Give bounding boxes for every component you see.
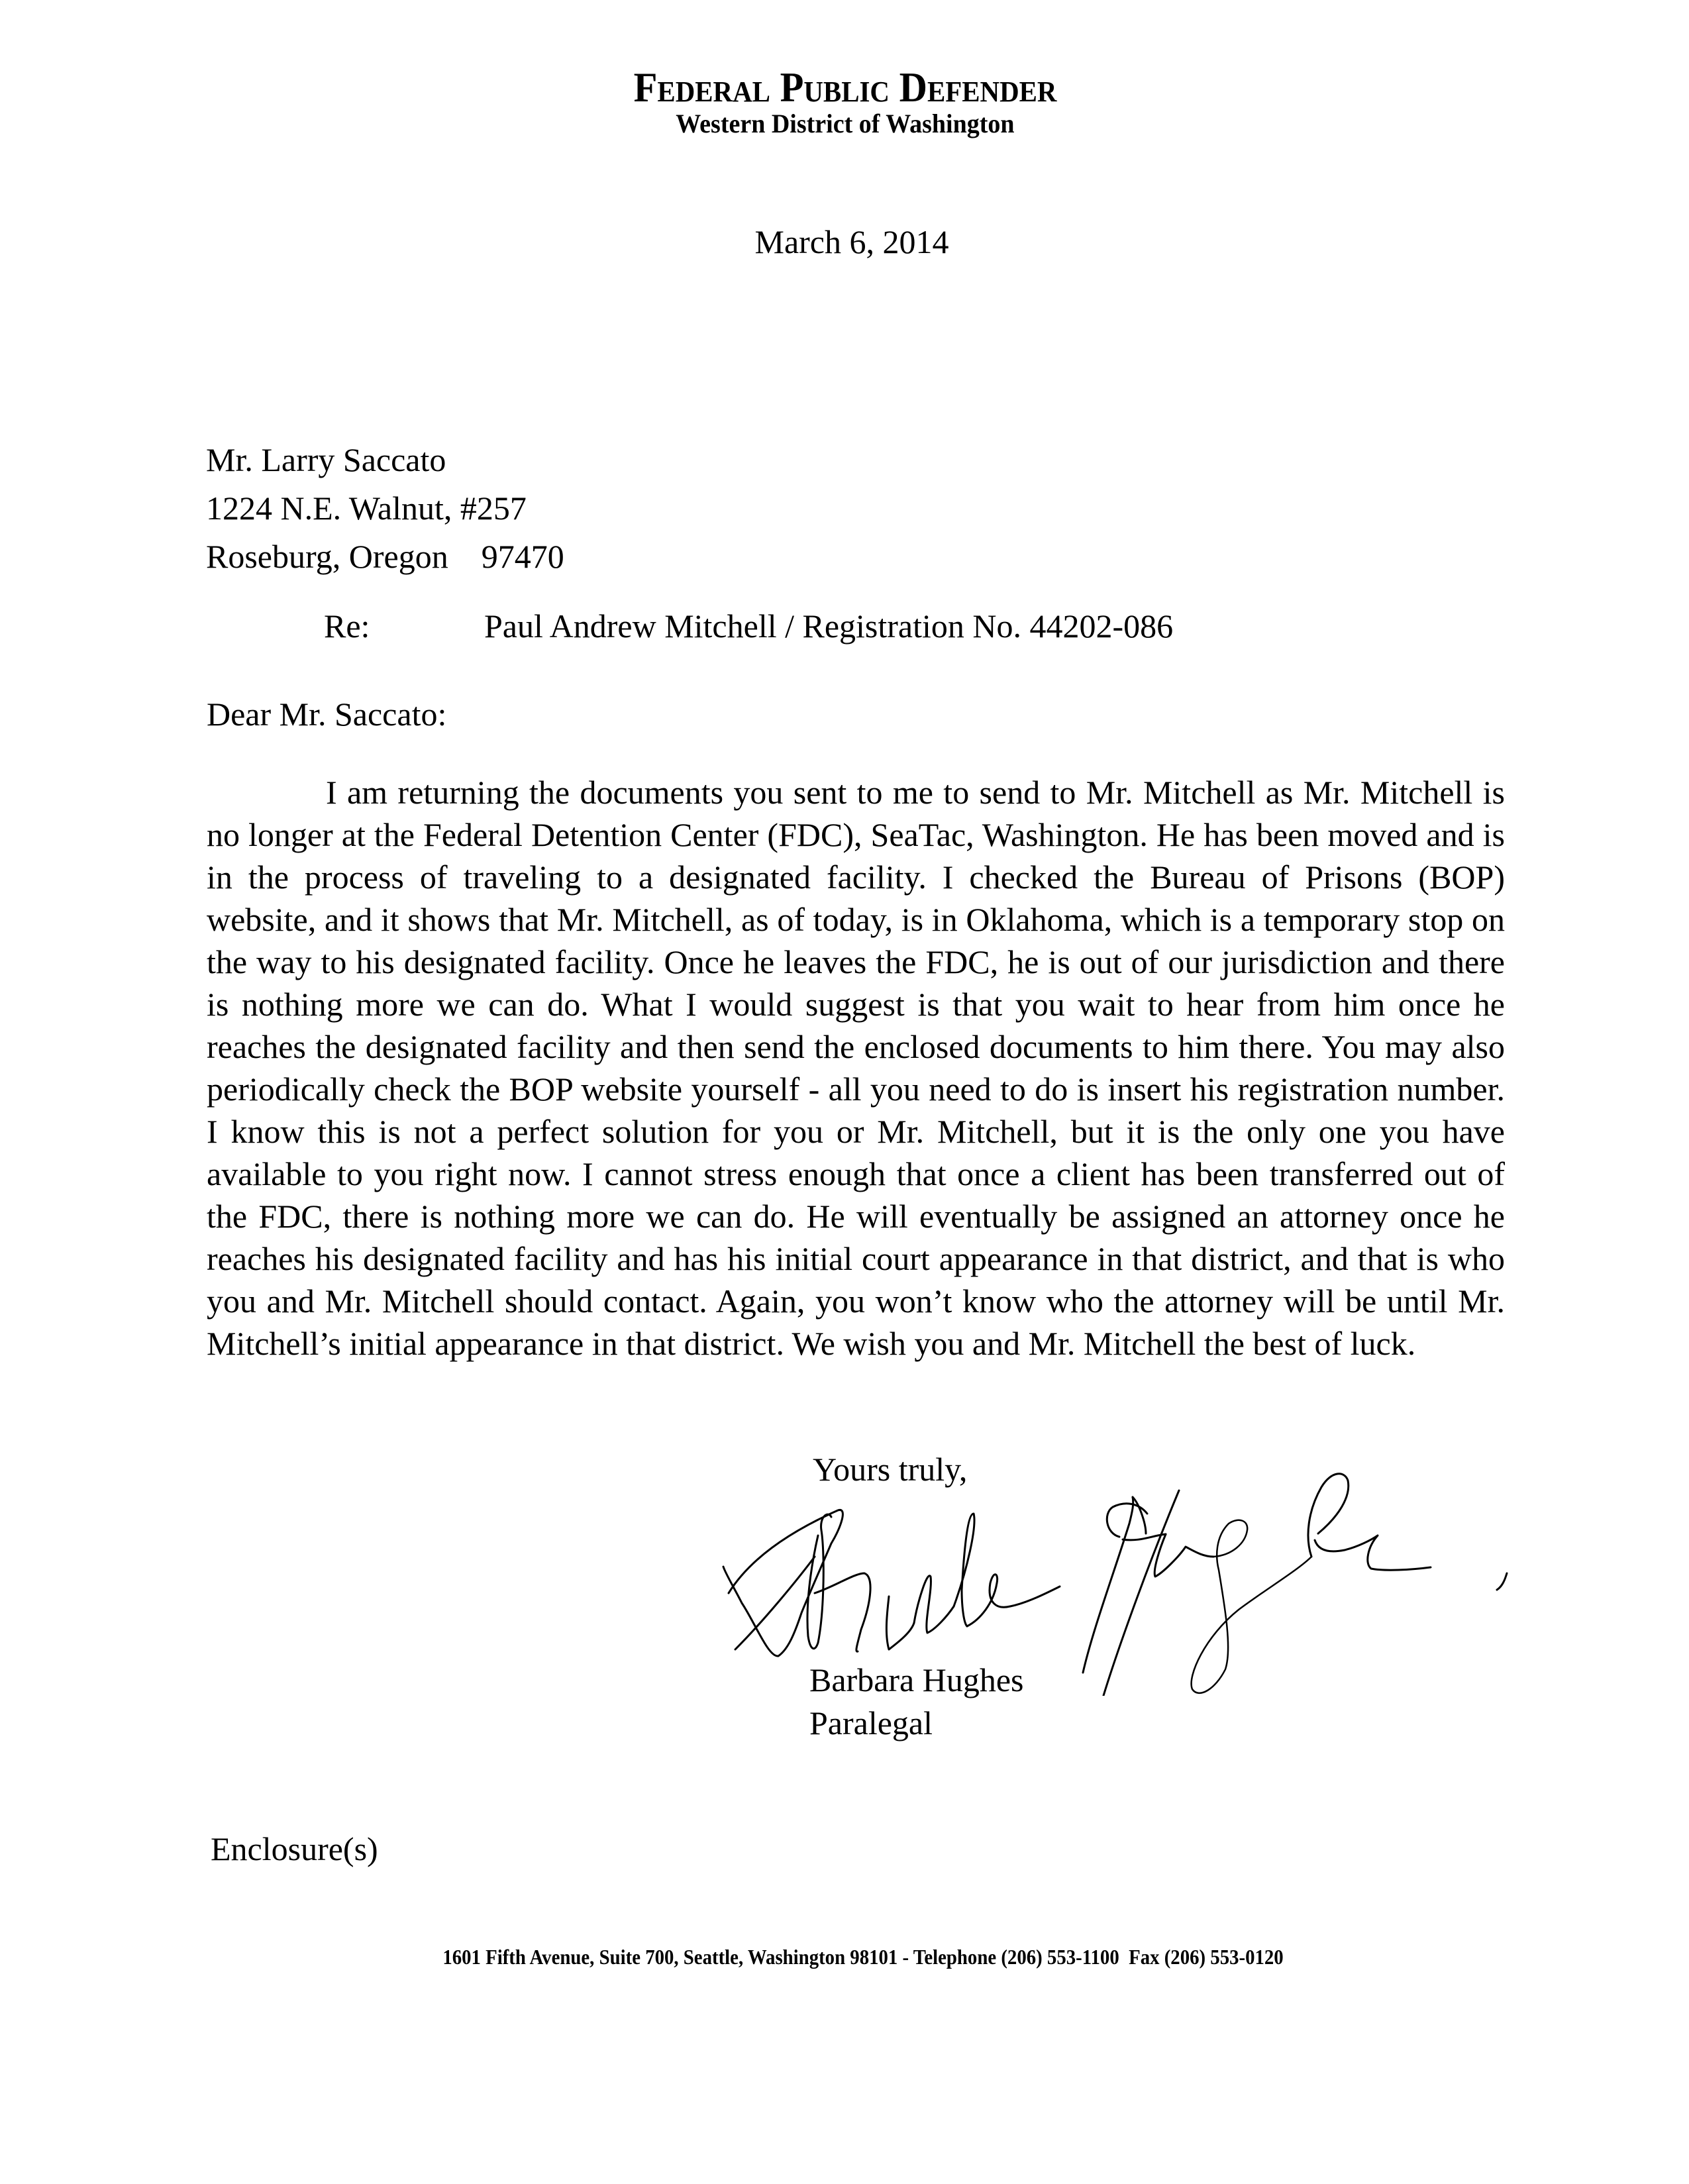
reference-text: Paul Andrew Mitchell / Registration No. 44202-086 xyxy=(484,607,1174,645)
recipient-city-state-zip: Roseburg, Oregon 97470 xyxy=(206,538,564,575)
letter-date: March 6, 2014 xyxy=(754,223,949,260)
reference-label: Re: xyxy=(324,607,370,645)
signer-title: Paralegal xyxy=(809,1704,933,1742)
recipient-address xyxy=(206,436,564,581)
closing: Yours truly, xyxy=(813,1451,968,1488)
enclosure-notation: Enclosure(s) xyxy=(211,1830,378,1867)
body-paragraph: I am returning the documents you sent to me to send to Mr. Mitchell as Mr. Mitchell is no longer at the Federal Detention Center (FDC), SeaTac, Washington. He has been moved and is in the process of traveling to a designated facility. I checked the Bureau of Prisons (BOP) website, and it shows that Mr. Mitchell, as of today, is in Oklahoma, which is a temporary stop on the way to his designated facility. Once he leaves the FDC, he is out of our jurisdiction and there is nothing more we can do. What I would suggest is that you wait to hear from him once he reaches the designated facility and then send the enclosed documents to him there. You may also periodically check the BOP website yourself - all you need to do is insert his registration number. I know this is not a perfect solution for you or Mr. Mitchell, but it is the only one you have available to you right now. I cannot stress enough that once a client has been transferred out of the FDC, there is nothing more we can do. He will eventually be assigned an attorney once he reaches his designated facility and has his initial court appearance in that district, and that is who you and Mr. Mitchell should contact. Again, you won’t know who the attorney will be until Mr. Mitchell’s initial appearance in that district. We wish you and Mr. Mitchell the best of luck. xyxy=(207,774,1505,1362)
salutation: Dear Mr. Saccato: xyxy=(207,696,447,733)
recipient-street: 1224 N.E. Walnut, #257 xyxy=(206,490,527,527)
letterhead-subtitle: Western District of Washington xyxy=(676,109,1015,138)
letterhead-title: Federal Public Defender xyxy=(633,64,1057,111)
signer-name: Barbara Hughes xyxy=(809,1661,1024,1698)
recipient-name: Mr. Larry Saccato xyxy=(206,441,446,478)
footer-contact: 1601 Fifth Avenue, Suite 700, Seattle, Washington 98101 - Telephone (206) 553-1100 Fax (206) 553-0120 xyxy=(442,1945,1284,1969)
